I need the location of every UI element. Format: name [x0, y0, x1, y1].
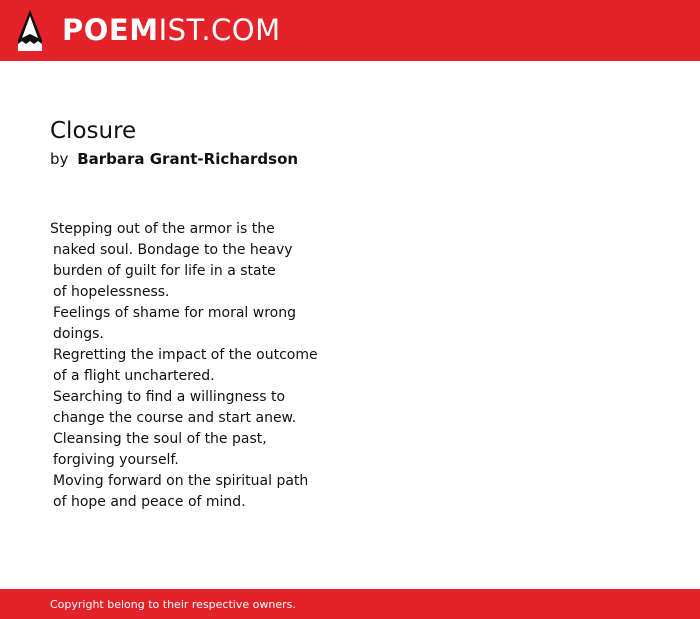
poem-line: doings.: [53, 326, 104, 342]
copyright-text: Copyright belong to their respective owners.: [50, 598, 296, 611]
logo-bold-text: POEM: [62, 13, 159, 47]
poem-line: of a flight unchartered.: [53, 368, 215, 384]
poem-line: Regretting the impact of the outcome: [53, 347, 318, 363]
author-name: Barbara Grant-Richardson: [77, 150, 299, 168]
poem-line: of hope and peace of mind.: [53, 494, 246, 510]
site-logo[interactable]: [62, 13, 281, 47]
poem-body: [50, 219, 340, 513]
poem-line: burden of guilt for life in a state: [53, 263, 276, 279]
poem-line: Searching to find a willingness to: [53, 389, 286, 405]
poem-line: of hopelessness.: [53, 284, 170, 300]
poem-title: Closure: [50, 118, 137, 144]
poem-line: change the course and start anew.: [53, 410, 297, 426]
site-footer: [0, 589, 700, 619]
pencil-icon[interactable]: [18, 10, 42, 51]
by-label: by: [50, 150, 69, 168]
poem-line: Feelings of shame for moral wrong: [53, 305, 296, 321]
poem-line: Moving forward on the spiritual path: [53, 473, 309, 489]
poem-line: naked soul. Bondage to the heavy: [53, 242, 293, 258]
poem-line: forgiving yourself.: [53, 452, 179, 468]
logo-light-text: IST.COM: [158, 13, 281, 47]
poem-line: Stepping out of the armor is the: [50, 221, 275, 237]
poem-line: Cleansing the soul of the past,: [53, 431, 267, 447]
site-header: [0, 0, 700, 61]
byline: [50, 148, 298, 170]
